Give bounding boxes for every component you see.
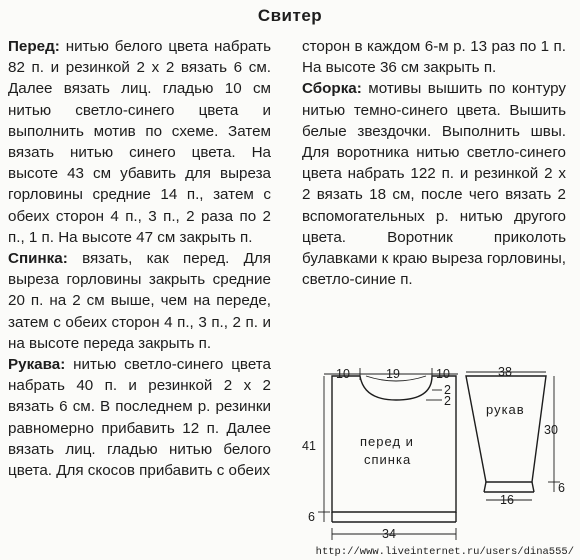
dim-sleeve-cuff: 16: [500, 493, 514, 507]
left-text-column: [8, 36, 271, 481]
section-heading: Рукава:: [8, 356, 66, 374]
section-heading: Спинка:: [8, 250, 68, 268]
dim-neck-front: 2: [444, 383, 451, 397]
section-assembly: [302, 78, 566, 290]
section-text: вязать, как перед. Для выреза горловины закрыть средние 20 п. на 2 см выше, чем на переде, затем с обеих сторон 4 п., 3 п., 2 п. и на высоте переда закрыть п.: [8, 250, 271, 352]
section-text: мотивы вышить по контуру нитью темно-синего цвета. Вышить белые звездочки. Выполнить швы. Для воротника нитью светло-синего цвета набрать 122 п. и резинкой 2 х 2 вязать 18 см, после чего вязать 2 вспомогательных р. нитью другого цвета. Воротник приколоть булавками к краю выреза горловины, светло-синие п.: [302, 80, 566, 289]
section-back: [8, 248, 271, 354]
section-text: нитью белого цвета набрать 82 п. и резинкой 2 х 2 вязать 6 см. Далее вязать лиц. гладью 10 см нитью светло-синего цвета и выполнить мотив по схеме. Затем вязать нитью синего цвета. На высоте 43 см убавить для выреза горловины средние 14 п., затем с обеих сторон 4 п., 3 п., 2 раза по 2 п., 1 п. На высоте 47 см закрыть п.: [8, 38, 271, 246]
page-title: Свитер: [257, 6, 323, 25]
dim-height: 41: [302, 439, 316, 453]
section-sleeves-cont: [302, 36, 566, 78]
dim-sleeve-top: 38: [498, 365, 512, 379]
dim-sleeve-height: 30: [544, 423, 558, 437]
section-heading: Сборка:: [302, 80, 362, 98]
section-text: нитью светло-синего цвета набрать 40 п. и резинкой 2 х 2 вязать 6 см. В последнем р. резинки равномерно прибавить 12 п. Далее вязать лиц. гладью нитью белого цвета. Для скосов прибавить с обеих: [8, 356, 271, 480]
section-sleeves: [8, 354, 271, 481]
dim-neck-back: 2: [444, 394, 451, 408]
section-heading: Перед:: [8, 38, 60, 55]
dim-top-left: 10: [336, 367, 350, 381]
dim-top-mid: 19: [386, 367, 400, 381]
dim-sleeve-rib: 6: [558, 481, 565, 495]
section-text: сторон в каждом 6-м р. 13 раз по 1 п. На высоте 36 см закрыть п.: [302, 38, 566, 77]
watermark-url: http://www.liveinternet.ru/users/dina555/: [315, 546, 574, 558]
sleeve-label: рукав: [486, 402, 525, 417]
body-label-line2: спинка: [364, 452, 412, 467]
dim-top-right: 10: [436, 367, 450, 381]
pattern-diagram: [296, 362, 576, 548]
dim-width: 34: [382, 527, 396, 541]
dim-rib: 6: [308, 510, 315, 524]
section-front: [8, 36, 271, 248]
right-text-column: [302, 36, 566, 290]
body-label-line1: перед и: [360, 434, 414, 449]
